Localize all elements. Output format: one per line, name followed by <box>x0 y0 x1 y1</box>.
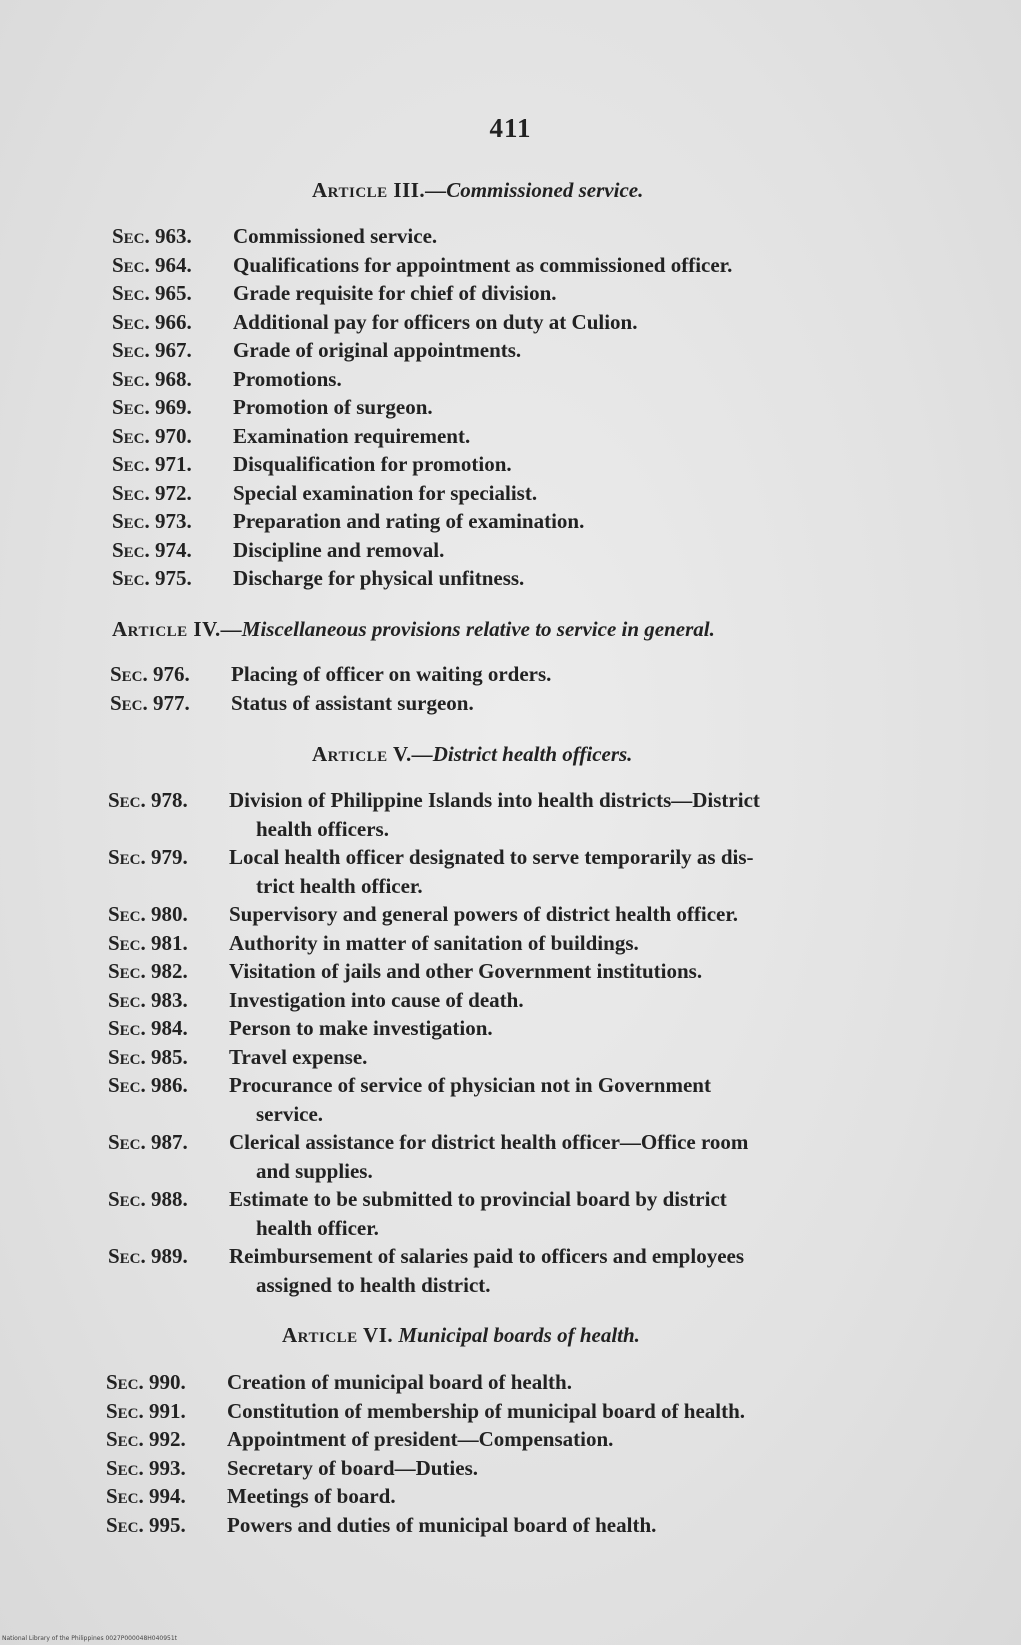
article-label: Article III. <box>312 178 426 202</box>
section-item <box>108 1071 948 1128</box>
section-title-continuation: assigned to health district. <box>256 1272 491 1297</box>
section-item <box>112 422 922 451</box>
section-title: Local health officer designated to serve temporarily as dis- <box>229 845 754 869</box>
scan-footer: National Library of the Philippines 0027P000048H040951t <box>2 1635 178 1642</box>
section-number: Sec. 980. <box>108 902 188 926</box>
section-number: Sec. 986. <box>108 1073 188 1097</box>
section-title: Creation of municipal board of health. <box>227 1370 572 1394</box>
section-title: Status of assistant surgeon. <box>231 690 474 715</box>
section-number: Sec. 964. <box>112 252 192 277</box>
article-label: Article IV. <box>112 617 221 641</box>
section-title: Estimate to be submitted to provincial board by district <box>229 1187 727 1211</box>
section-number: Sec. 982. <box>108 959 188 983</box>
section-item <box>108 786 948 843</box>
section-item <box>112 251 922 280</box>
section-item <box>108 1043 948 1072</box>
section-number: Sec. 974. <box>112 537 192 562</box>
section-item <box>106 1482 946 1511</box>
section-number: Sec. 967. <box>112 338 192 362</box>
section-title: Visitation of jails and other Government institutions. <box>229 959 703 983</box>
section-item <box>108 1014 948 1043</box>
article-title: —District health officers. <box>411 742 633 766</box>
section-number: Sec. 984. <box>108 1016 188 1040</box>
section-title-continuation: and supplies. <box>256 1158 373 1183</box>
article-title: —Miscellaneous provisions relative to service in general. <box>220 617 715 641</box>
section-number: Sec. 991. <box>106 1398 186 1423</box>
section-title: Placing of officer on waiting orders. <box>231 662 552 686</box>
section-number: Sec. 972. <box>112 480 192 505</box>
section-title: Division of Philippine Islands into health districts—District <box>229 788 760 812</box>
section-item <box>106 1397 946 1426</box>
section-item <box>112 279 922 308</box>
section-title: Promotions. <box>233 366 342 391</box>
section-title: Travel expense. <box>229 1044 368 1069</box>
section-title: Constitution of membership of municipal board of health. <box>227 1398 746 1423</box>
section-number: Sec. 985. <box>108 1044 188 1069</box>
section-item <box>106 1368 946 1397</box>
section-item <box>106 1454 946 1483</box>
section-item <box>112 564 922 593</box>
article-heading-iv <box>112 617 715 642</box>
section-item <box>112 536 922 565</box>
section-number: Sec. 970. <box>112 423 192 448</box>
section-title: Commissioned service. <box>233 224 438 248</box>
article-title: —Commissioned service. <box>425 178 644 202</box>
section-title: Person to make investigation. <box>229 1016 493 1040</box>
section-number: Sec. 981. <box>108 930 188 955</box>
section-title: Reimbursement of salaries paid to officers and employees <box>229 1244 745 1268</box>
section-title: Promotion of surgeon. <box>233 395 433 419</box>
section-item <box>110 660 920 689</box>
section-number: Sec. 983. <box>108 987 188 1012</box>
section-title: Clerical assistance for district health officer—Office room <box>229 1130 749 1154</box>
section-item <box>108 957 948 986</box>
section-number: Sec. 973. <box>112 509 192 533</box>
section-title-continuation: service. <box>256 1101 324 1126</box>
section-number: Sec. 995. <box>106 1512 186 1537</box>
section-number: Sec. 988. <box>108 1187 188 1211</box>
section-item <box>110 689 920 718</box>
section-item <box>112 479 922 508</box>
section-number: Sec. 969. <box>112 395 192 419</box>
section-title: Qualifications for appointment as commissioned officer. <box>233 252 733 277</box>
section-title: Secretary of board—Duties. <box>227 1455 478 1480</box>
section-list-v <box>108 786 948 1299</box>
article-heading-v <box>312 742 632 767</box>
section-list-vi <box>106 1368 946 1539</box>
article-heading-iii <box>312 178 643 203</box>
section-number: Sec. 989. <box>108 1244 188 1268</box>
section-item <box>112 222 922 251</box>
section-item <box>106 1425 946 1454</box>
section-item <box>108 1185 948 1242</box>
section-item <box>112 365 922 394</box>
section-number: Sec. 966. <box>112 309 192 334</box>
section-item <box>112 393 922 422</box>
section-title: Investigation into cause of death. <box>229 987 524 1012</box>
article-label: Article VI. <box>282 1323 394 1347</box>
section-number: Sec. 994. <box>106 1484 186 1508</box>
page-number: 411 <box>489 113 532 143</box>
section-item <box>112 308 922 337</box>
section-title: Grade requisite for chief of division. <box>233 281 557 305</box>
section-title-continuation: health officer. <box>256 1215 379 1240</box>
section-item <box>108 843 948 900</box>
section-item <box>108 1242 948 1299</box>
section-number: Sec. 975. <box>112 566 192 590</box>
section-number: Sec. 968. <box>112 366 192 391</box>
section-title: Discharge for physical unfitness. <box>233 566 525 590</box>
section-number: Sec. 992. <box>106 1427 186 1451</box>
section-number: Sec. 987. <box>108 1130 188 1154</box>
section-title: Examination requirement. <box>233 423 471 448</box>
section-number: Sec. 993. <box>106 1455 186 1480</box>
article-heading-vi <box>282 1323 640 1348</box>
section-title: Preparation and rating of examination. <box>233 509 585 533</box>
article-label: Article V. <box>312 742 412 766</box>
section-title: Additional pay for officers on duty at Culion. <box>233 309 638 334</box>
section-title: Meetings of board. <box>227 1484 396 1508</box>
section-title: Authority in matter of sanitation of buildings. <box>229 930 639 955</box>
section-number: Sec. 971. <box>112 452 192 476</box>
section-title: Disqualification for promotion. <box>233 452 512 476</box>
section-item <box>112 507 922 536</box>
section-title: Appointment of president—Compensation. <box>227 1427 614 1451</box>
section-title: Grade of original appointments. <box>233 338 522 362</box>
section-title: Supervisory and general powers of district health officer. <box>229 902 739 926</box>
section-item <box>112 336 922 365</box>
section-number: Sec. 965. <box>112 281 192 305</box>
section-title-continuation: health officers. <box>256 816 389 841</box>
section-item <box>108 900 948 929</box>
section-title: Powers and duties of municipal board of health. <box>227 1512 657 1537</box>
section-list-iv <box>110 660 920 717</box>
section-number: Sec. 978. <box>108 788 188 812</box>
section-title: Discipline and removal. <box>233 537 445 562</box>
section-list-iii <box>112 222 922 593</box>
section-item <box>108 986 948 1015</box>
section-item <box>108 1128 948 1185</box>
section-item <box>108 929 948 958</box>
section-title-continuation: trict health officer. <box>256 873 423 898</box>
section-item <box>106 1511 946 1540</box>
section-title: Special examination for specialist. <box>233 480 538 505</box>
section-number: Sec. 979. <box>108 845 188 869</box>
section-number: Sec. 963. <box>112 224 192 248</box>
section-number: Sec. 976. <box>110 662 190 686</box>
section-number: Sec. 990. <box>106 1370 186 1394</box>
section-title: Procurance of service of physician not in Government <box>229 1073 711 1097</box>
article-title: Municipal boards of health. <box>393 1323 640 1347</box>
section-number: Sec. 977. <box>110 690 190 715</box>
section-item <box>112 450 922 479</box>
